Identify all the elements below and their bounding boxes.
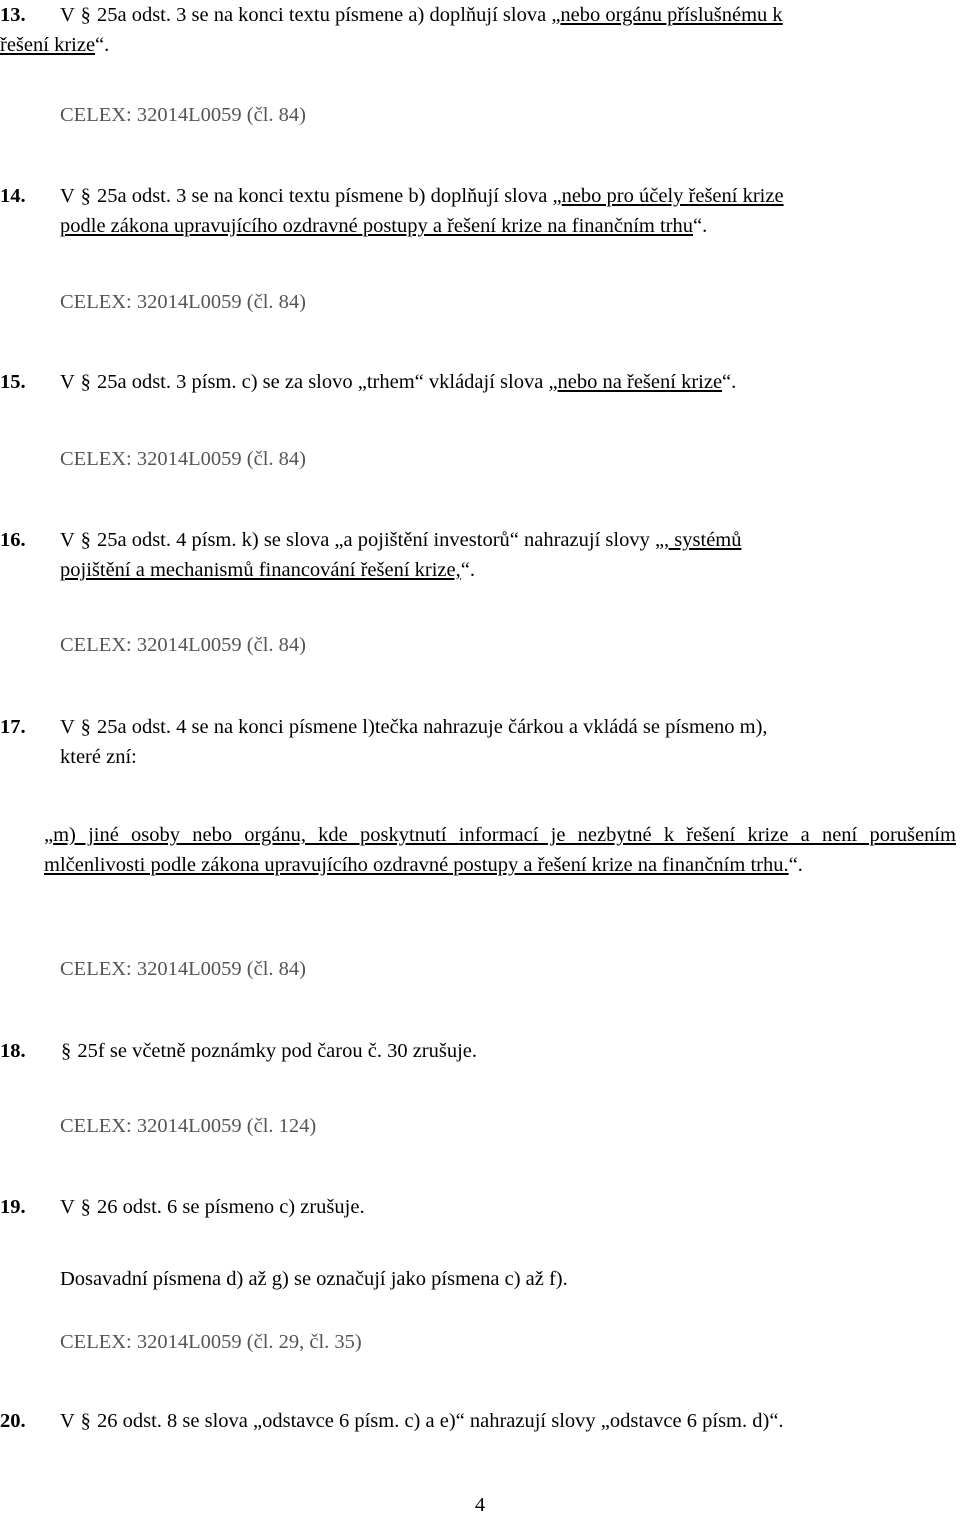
- celex-reference: CELEX: 32014L0059 (čl. 84): [60, 634, 306, 656]
- item-number: 17.: [0, 716, 26, 738]
- item-text: § 25f se včetně poznámky pod čarou č. 30 zrušuje.: [61, 1040, 478, 1062]
- item-number: 20.: [0, 1410, 26, 1432]
- item-text: V § 26 odst. 6 se písmeno c) zrušuje.: [60, 1196, 365, 1218]
- item-14-line2: podle zákona upravujícího ozdravné postupy a řešení krize na finančním trhu“.: [60, 215, 708, 237]
- item-number: 14.: [0, 185, 26, 207]
- item-text: V § 25a odst. 4 se na konci písmene l)tečka nahrazuje čárkou a vkládá se písmeno m),: [60, 716, 768, 738]
- item-text: V § 25a odst. 4 písm. k) se slova „a pojištění investorů“ nahrazují slovy „, systémů: [60, 529, 742, 551]
- item-19-extra: Dosavadní písmena d) až g) se označují jako písmena c) až f).: [60, 1268, 568, 1290]
- item-17-line2: které zní:: [60, 746, 137, 768]
- item-number: 15.: [0, 371, 26, 393]
- item-number: 19.: [0, 1196, 26, 1218]
- item-text: V § 25a odst. 3 se na konci textu písmene a) doplňují slova „nebo orgánu příslušnému k: [60, 4, 783, 26]
- celex-reference: CELEX: 32014L0059 (čl. 84): [60, 958, 306, 980]
- celex-reference: CELEX: 32014L0059 (čl. 124): [60, 1115, 317, 1137]
- celex-reference: CELEX: 32014L0059 (čl. 84): [60, 448, 306, 470]
- celex-reference: CELEX: 32014L0059 (čl. 84): [60, 104, 306, 126]
- item-text: V § 25a odst. 3 písm. c) se za slovo „trhem“ vkládají slova „nebo na řešení krize“.: [60, 371, 737, 393]
- quoted-provision: „m) jiné osoby nebo orgánu, kde poskytnutí informací je nezbytné k řešení krize a není porušením mlčenlivosti podle zákona upravujícího ozdravné postupy a řešení krize na finančním trhu.“.: [44, 824, 956, 876]
- item-number: 13.: [0, 4, 26, 26]
- page-number: 4: [474, 1494, 486, 1516]
- item-text: V § 25a odst. 3 se na konci textu písmene b) doplňují slova „nebo pro účely řešení krize: [60, 185, 784, 207]
- item-16-line2: pojištění a mechanismů financování řešení krize,“.: [60, 559, 475, 581]
- item-number: 18.: [0, 1040, 26, 1062]
- celex-reference: CELEX: 32014L0059 (čl. 84): [60, 291, 306, 313]
- item-text: V § 26 odst. 8 se slova „odstavce 6 písm. c) a e)“ nahrazují slovy „odstavce 6 písm. d)“.: [60, 1410, 784, 1432]
- celex-reference: CELEX: 32014L0059 (čl. 29, čl. 35): [60, 1331, 362, 1353]
- item-13-line2: řešení krize“.: [0, 34, 110, 56]
- item-number: 16.: [0, 529, 26, 551]
